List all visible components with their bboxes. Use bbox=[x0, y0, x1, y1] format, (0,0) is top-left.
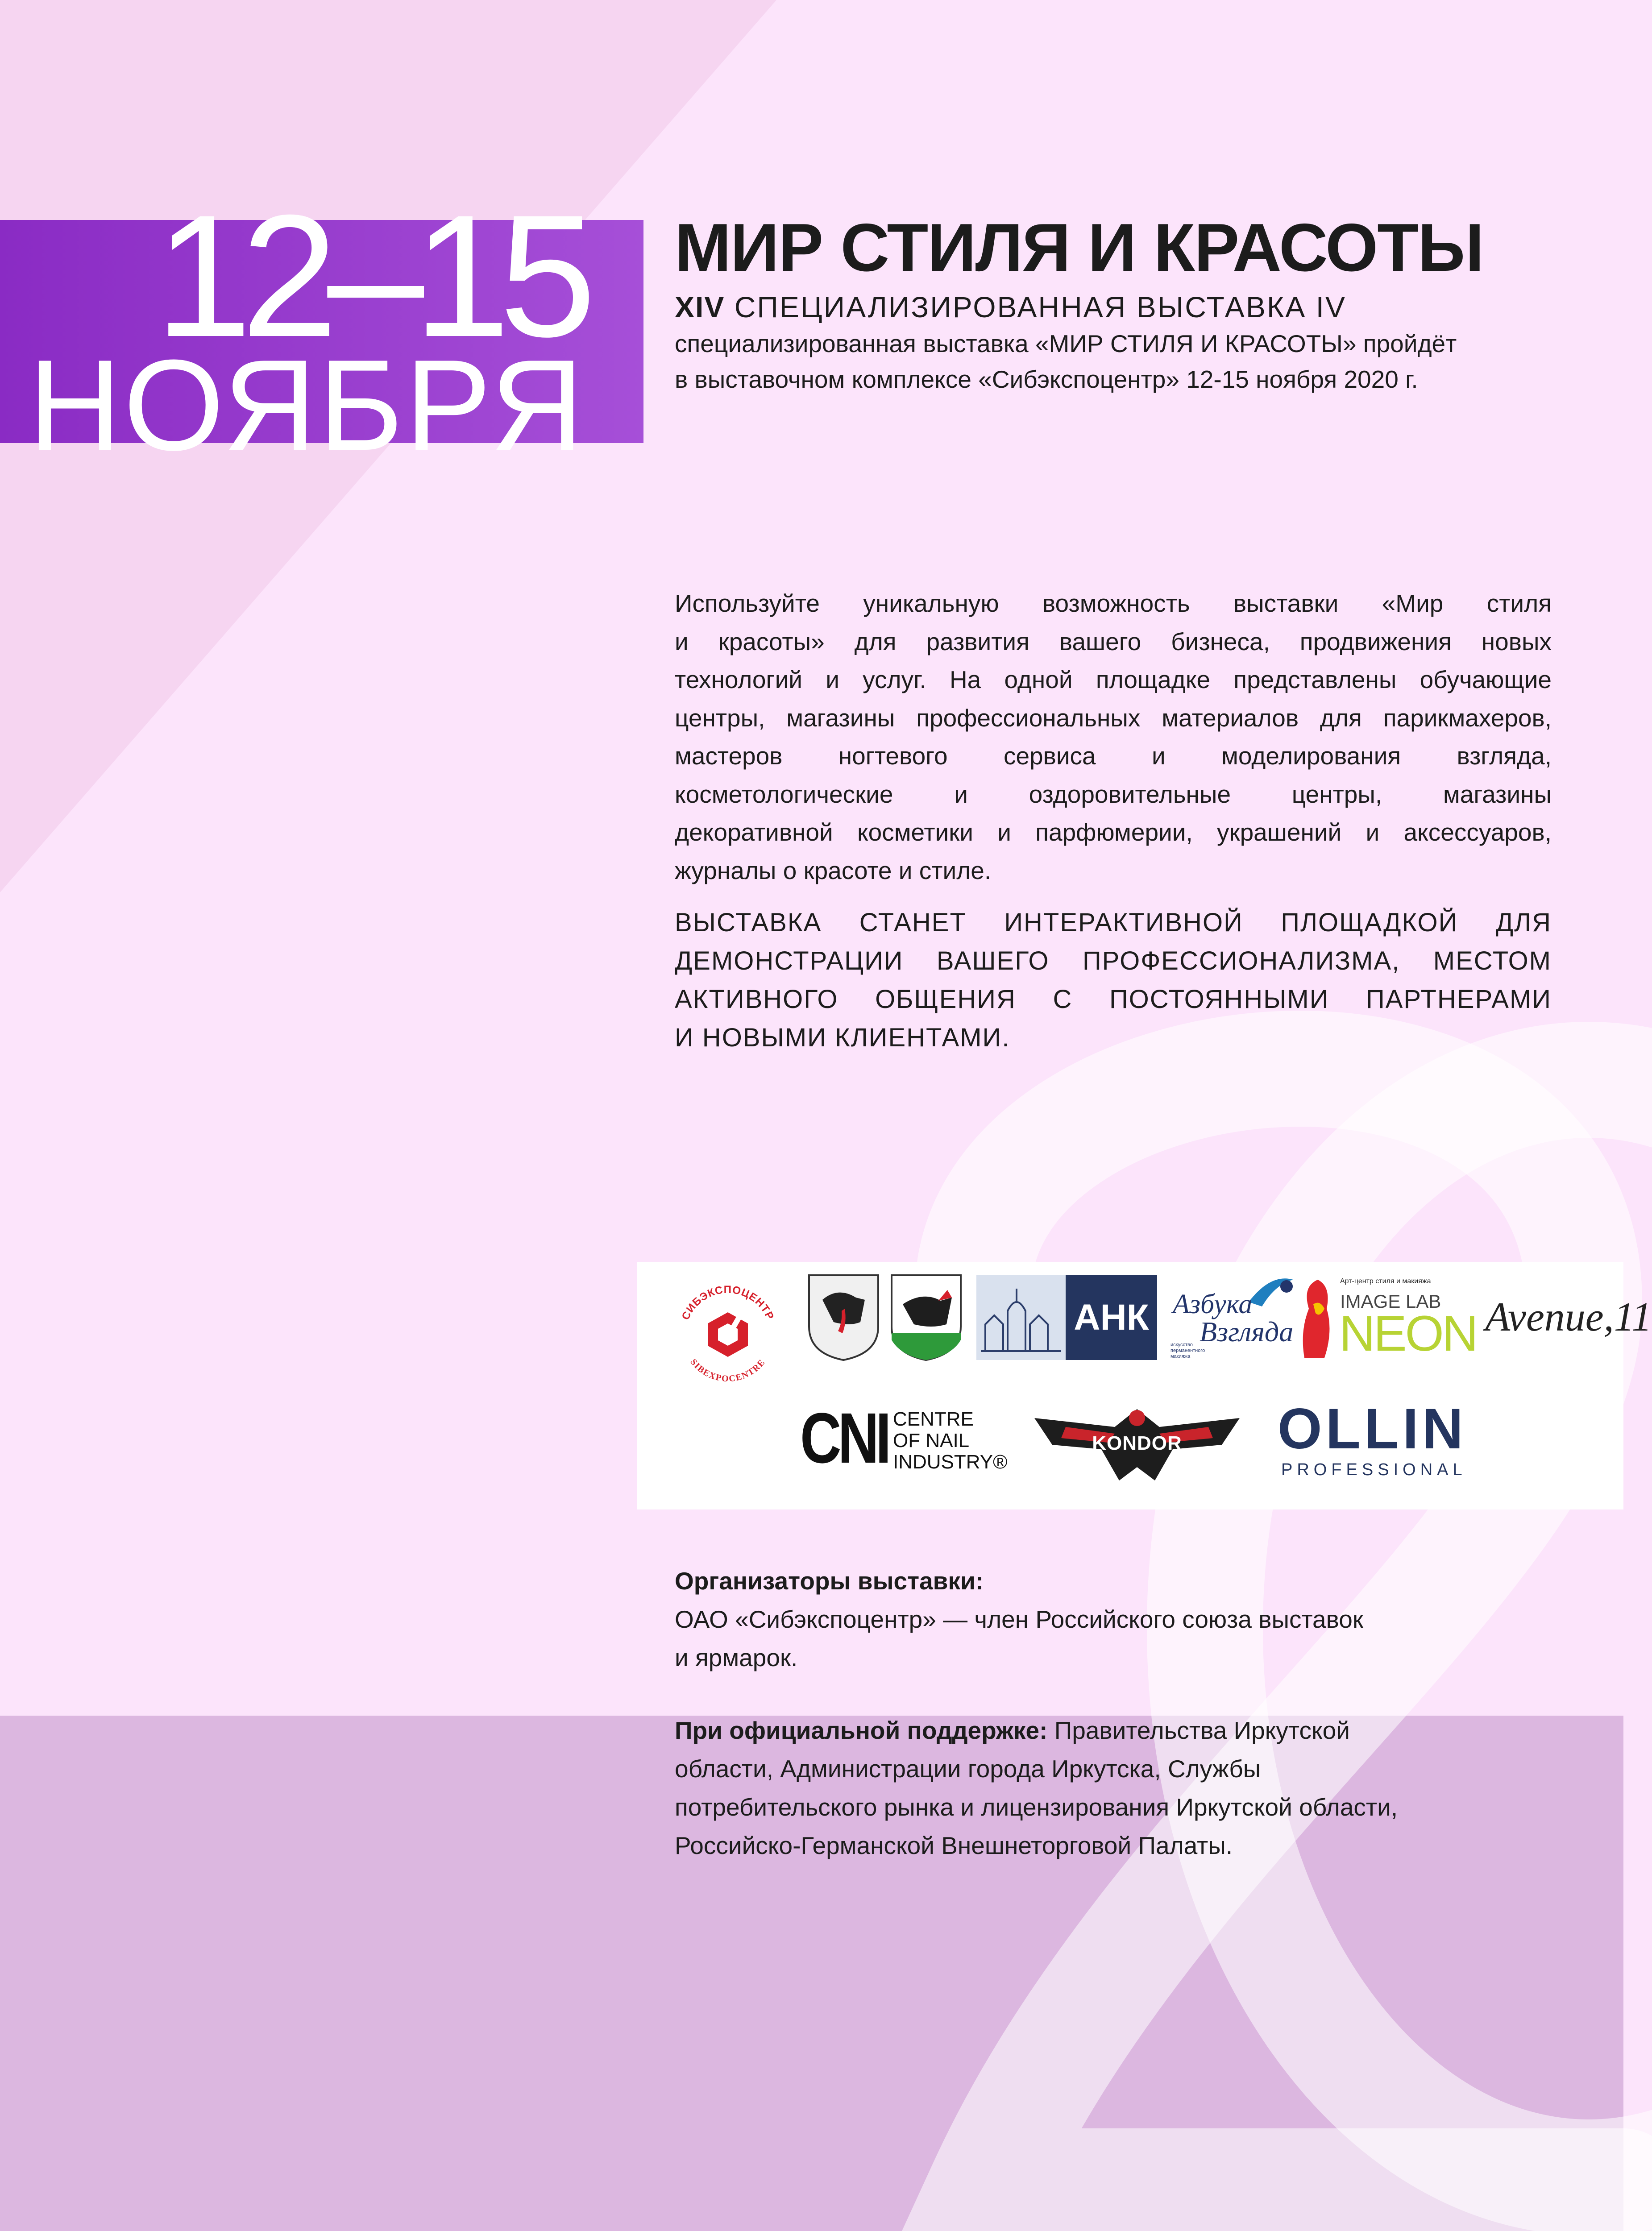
sibexpo-top-text: СИБЭКСПОЦЕНТР bbox=[679, 1283, 776, 1322]
description-line: мастеров ногтевого сервиса и моделирования взгляда, bbox=[675, 742, 1552, 770]
organizers-heading: Организаторы выставки: bbox=[675, 1567, 984, 1595]
official-support bbox=[675, 1711, 1545, 1865]
date-month: НОЯБРЯ bbox=[28, 333, 585, 477]
avenue-11-logo: Avenue,11 bbox=[1485, 1294, 1652, 1339]
description-paragraph bbox=[675, 585, 1552, 890]
partner-logos bbox=[637, 1262, 1652, 1509]
description-line: косметологические и оздоровительные центры, магазины bbox=[675, 780, 1552, 808]
ollin-text: OLLIN bbox=[1278, 1397, 1467, 1461]
caps-line: ВЫСТАВКА СТАНЕТ ИНТЕРАКТИВНОЙ ПЛОЩАДКОЙ ДЛЯ bbox=[675, 908, 1552, 937]
cni-line-1: CENTRE bbox=[893, 1408, 974, 1430]
support-line: области, Администрации города Иркутска, Службы bbox=[675, 1755, 1261, 1783]
subtitle-rest: СПЕЦИАЛИЗИРОВАННАЯ ВЫСТАВКА IV bbox=[734, 290, 1346, 323]
intro-line: в выставочном комплексе «Сибэкспоцентр» 12-15 ноября 2020 г. bbox=[675, 365, 1418, 393]
image-lab-tagline: Арт-центр стиля и макияжа bbox=[1340, 1277, 1431, 1285]
kondor-text: KONDOR bbox=[1092, 1432, 1182, 1454]
description-line: Используйте уникальную возможность выставки «Мир стиля bbox=[675, 589, 1552, 617]
support-first-line: Правительства Иркутской bbox=[1047, 1717, 1350, 1744]
woman-silhouette-icon bbox=[1300, 1277, 1336, 1360]
intro-line: специализированная выставка «МИР СТИЛЯ И КРАСОТЫ» пройдёт bbox=[675, 330, 1457, 357]
organizers-line: ОАО «Сибэкспоцентр» — член Российского союза выставок bbox=[675, 1605, 1363, 1633]
caps-line: И НОВЫМИ КЛИЕНТАМИ. bbox=[675, 1023, 1010, 1052]
support-line: Российско-Германской Внешнеторговой Палаты. bbox=[675, 1832, 1233, 1859]
date-range: 12–15 bbox=[155, 178, 585, 373]
ank-text: АНК bbox=[1074, 1297, 1149, 1338]
intro-text bbox=[675, 326, 1567, 397]
image-lab-text: IMAGE LAB bbox=[1340, 1291, 1441, 1312]
cni-line-2: OF NAIL bbox=[893, 1430, 970, 1451]
description-line: технологий и услуг. На одной площадке представлены обучающие bbox=[675, 666, 1552, 693]
organizers bbox=[675, 1562, 1523, 1677]
organizers-line: и ярмарок. bbox=[675, 1644, 798, 1671]
ollin-subtext: PROFESSIONAL bbox=[1281, 1460, 1467, 1479]
page-title: МИР СТИЛЯ И КРАСОТЫ bbox=[675, 210, 1483, 286]
description-line: и красоты» для развития вашего бизнеса, продвижения новых bbox=[675, 627, 1552, 655]
image-lab-neon-logo bbox=[1300, 1273, 1477, 1362]
svg-text:SIBEXPOCENTRE bbox=[689, 1357, 768, 1384]
kremlin-icon bbox=[976, 1275, 1066, 1360]
support-heading: При официальной поддержке: bbox=[675, 1717, 1048, 1744]
azbuka-word-2: Взгляда bbox=[1200, 1316, 1294, 1348]
ollin-professional-logo bbox=[1278, 1397, 1510, 1485]
date-banner bbox=[0, 178, 643, 477]
irkutsk-city-coat-of-arms bbox=[889, 1273, 963, 1362]
irkutsk-region-coat-of-arms bbox=[807, 1273, 880, 1362]
description-line: центры, магазины профессиональных материалов для парикмахеров, bbox=[675, 704, 1552, 732]
kondor-logo bbox=[1025, 1400, 1249, 1489]
azbuka-tagline: искусство перманентного макияжа bbox=[1171, 1342, 1205, 1359]
description-line: декоративной косметики и парфюмерии, украшений и аксессуаров, bbox=[675, 818, 1552, 846]
ank-logo bbox=[976, 1275, 1157, 1360]
azbuka-word-1: Азбука bbox=[1173, 1289, 1253, 1319]
caps-line: ДЕМОНСТРАЦИИ ВАШЕГО ПРОФЕССИОНАЛИЗМА, МЕСТОМ bbox=[675, 946, 1552, 975]
description-line: журналы о красоте и стиле. bbox=[675, 856, 992, 884]
sibexpocentre-logo bbox=[672, 1280, 784, 1391]
cni-line-3: INDUSTRY® bbox=[893, 1451, 1008, 1473]
cni-logo bbox=[800, 1396, 1008, 1485]
support-line: потребительского рынка и лицензирования Иркутской области, bbox=[675, 1793, 1398, 1821]
neon-text: NEON bbox=[1339, 1306, 1477, 1361]
cni-big-text: CNI bbox=[800, 1398, 888, 1478]
ank-text-box bbox=[1066, 1275, 1157, 1360]
azbuka-vzglyada-logo bbox=[1168, 1271, 1298, 1360]
sibexpo-bottom-text: SIBEXPOCENTRE bbox=[688, 1357, 768, 1384]
caps-paragraph bbox=[675, 904, 1552, 1057]
caps-line: АКТИВНОГО ОБЩЕНИЯ С ПОСТОЯННЫМИ ПАРТНЕРАМИ bbox=[675, 985, 1552, 1014]
subtitle bbox=[675, 289, 1567, 325]
subtitle-roman: XIV bbox=[675, 290, 725, 323]
